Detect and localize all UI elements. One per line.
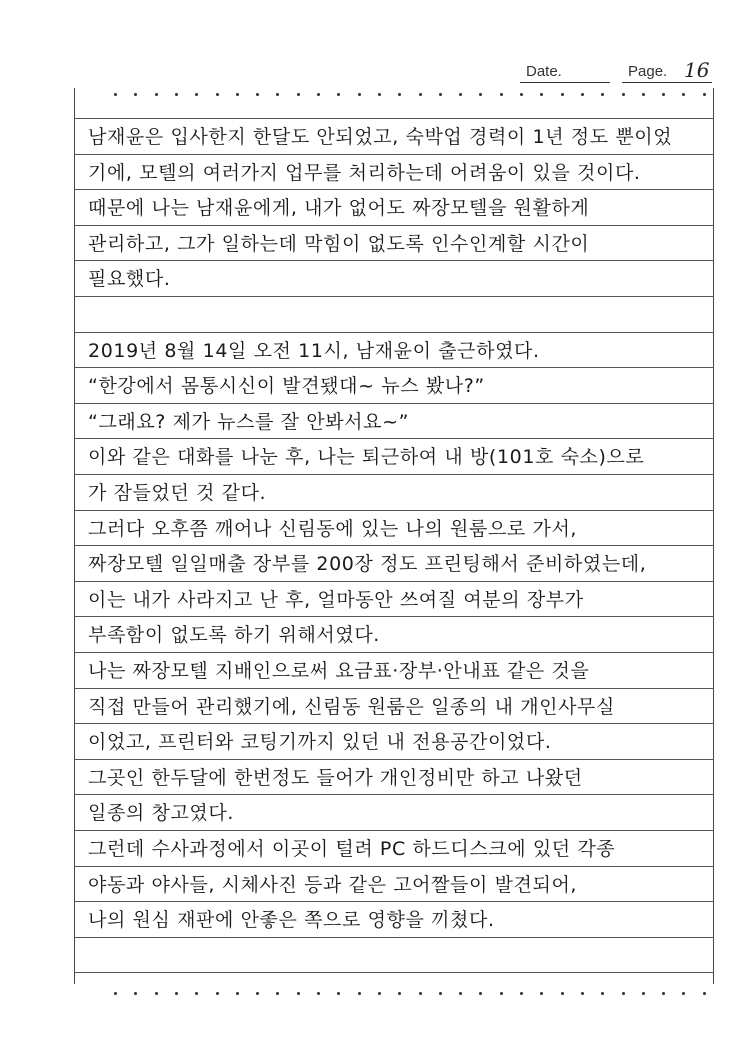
ruling-dot: [662, 93, 665, 96]
ruling-dot: [540, 93, 543, 96]
ruling-dot: [175, 992, 178, 995]
ruling-dot: [682, 992, 685, 995]
ruling-dot: [195, 992, 198, 995]
ruling-dot: [195, 93, 198, 96]
ruling-dot: [155, 992, 158, 995]
ruled-line: [74, 118, 714, 119]
text-line: 관리하고, 그가 일하는데 막힘이 없도록 인수인계할 시간이: [88, 232, 590, 255]
text-line: 일종의 창고였다.: [88, 802, 234, 825]
ruling-dot: [540, 992, 543, 995]
ruling-dot: [337, 992, 340, 995]
ruling-dot: [216, 992, 219, 995]
date-label: Date.: [526, 63, 562, 80]
page-label: Page.: [628, 63, 668, 80]
ruling-dot: [358, 992, 361, 995]
ruling-dot: [256, 992, 259, 995]
date-field: [520, 56, 610, 83]
ruling-dot: [520, 992, 523, 995]
ruling-dot: [398, 93, 401, 96]
ruling-dot: [419, 93, 422, 96]
ruling-dot: [703, 992, 706, 995]
ruling-dot: [581, 992, 584, 995]
ruling-dot: [561, 992, 564, 995]
text-line: 때문에 나는 남재윤에게, 내가 없어도 짜장모텔을 원활하게: [88, 197, 590, 220]
ruling-dot: [479, 93, 482, 96]
ruling-dot: [500, 93, 503, 96]
ruling-dot: [439, 992, 442, 995]
text-line: 야동과 야사들, 시체사진 등과 같은 고어짤들이 발견되어,: [88, 873, 578, 896]
text-line: 부족함이 없도록 하기 위해서였다.: [88, 624, 380, 647]
right-margin-line: [713, 88, 714, 984]
ruling-dot: [561, 93, 564, 96]
text-line: 그러다 오후쯤 깨어나 신림동에 있는 나의 원룸으로 가서,: [88, 517, 578, 540]
ruling-dot: [276, 992, 279, 995]
ruling-dot: [479, 992, 482, 995]
ruling-dot: [520, 93, 523, 96]
ruling-dot: [297, 93, 300, 96]
text-line: [88, 298, 710, 332]
text-line: 나의 원심 재판에 안좋은 쪽으로 영향을 끼쳤다.: [88, 909, 495, 932]
text-line: “한강에서 몸통시신이 발견됐대~ 뉴스 봤나?”: [88, 375, 485, 398]
bottom-dotted-line: [74, 990, 714, 998]
ruling-dot: [134, 93, 137, 96]
ruling-dot: [337, 93, 340, 96]
ruling-dot: [155, 93, 158, 96]
ruling-dot: [358, 93, 361, 96]
ruling-dot: [459, 992, 462, 995]
ruling-dot: [276, 93, 279, 96]
ruling-dot: [114, 93, 117, 96]
ruling-dot: [703, 93, 706, 96]
text-line: 이는 내가 사라지고 난 후, 얼마동안 쓰여질 여분의 장부가: [88, 588, 584, 611]
top-dotted-line: [74, 91, 714, 99]
ruled-line: [74, 972, 714, 973]
ruling-dot: [419, 992, 422, 995]
ruling-dot: [317, 992, 320, 995]
ruling-dot: [601, 992, 604, 995]
ruling-dot: [175, 93, 178, 96]
text-line: 필요했다.: [88, 268, 171, 291]
ruling-dot: [134, 992, 137, 995]
text-line: “그래요? 제가 뉴스를 잘 안봐서요~”: [88, 410, 410, 433]
ruling-dot: [581, 93, 584, 96]
ruling-dot: [236, 992, 239, 995]
text-line: 직접 만들어 관리했기에, 신림동 원룸은 일종의 내 개인사무실: [88, 695, 615, 718]
ruling-dot: [500, 992, 503, 995]
text-line: 기에, 모텔의 여러가지 업무를 처리하는데 어려움이 있을 것이다.: [88, 161, 641, 184]
page-number: 16: [684, 58, 710, 82]
ruling-dot: [642, 93, 645, 96]
ruling-dot: [317, 93, 320, 96]
text-line: 가 잠들었던 것 같다.: [88, 482, 267, 504]
text-line: 이었고, 프린터와 코팅기까지 있던 내 전용공간이었다.: [88, 731, 552, 754]
ruling-dot: [297, 992, 300, 995]
page-field: [622, 56, 712, 83]
text-line: 남재윤은 입사한지 한달도 안되었고, 숙박업 경력이 1년 정도 뿐이었: [88, 126, 673, 148]
ruling-dot: [439, 93, 442, 96]
ruling-dot: [622, 93, 625, 96]
ruling-dot: [622, 992, 625, 995]
ruling-dot: [398, 992, 401, 995]
text-line: 짜장모텔 일일매출 장부를 200장 정도 프린팅해서 준비하였는데,: [88, 553, 647, 576]
text-line: 2019년 8월 14일 오전 11시, 남재윤이 출근하였다.: [88, 339, 540, 362]
ruling-dot: [256, 93, 259, 96]
ruling-dot: [216, 93, 219, 96]
text-line: 나는 짜장모텔 지배인으로써 요금표·장부·안내표 같은 것을: [88, 660, 590, 682]
text-line: 그곳인 한두달에 한번정도 들어가 개인정비만 하고 나왔던: [88, 766, 583, 789]
ruling-dot: [236, 93, 239, 96]
ruling-dot: [662, 992, 665, 995]
ruling-dot: [682, 93, 685, 96]
text-line: 이와 같은 대화를 나눈 후, 나는 퇴근하여 내 방(101호 숙소)으로: [88, 446, 645, 469]
ruling-dot: [378, 992, 381, 995]
ruling-dot: [601, 93, 604, 96]
ruling-dot: [459, 93, 462, 96]
ruling-dot: [642, 992, 645, 995]
text-line: 그런데 수사과정에서 이곳이 털려 PC 하드디스크에 있던 각종: [88, 838, 616, 860]
ruling-dot: [378, 93, 381, 96]
left-margin-line: [74, 88, 75, 984]
ruling-dot: [114, 992, 117, 995]
